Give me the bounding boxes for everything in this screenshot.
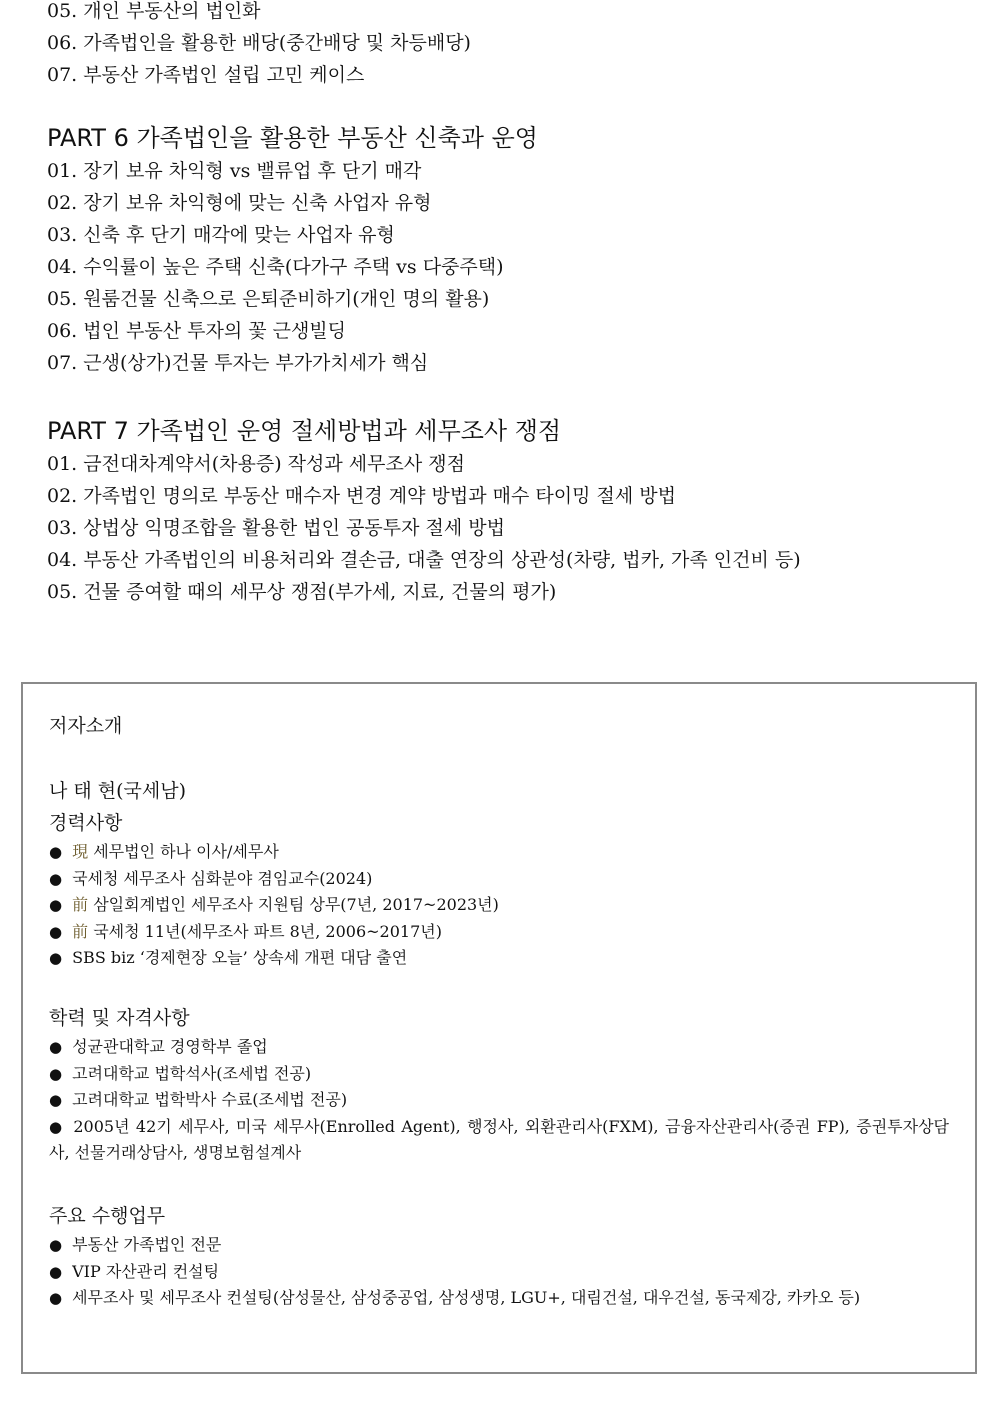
career-item: ● 前 삼일회계법인 세무조사 지원팀 상무(7년, 2017~2023년)	[49, 892, 949, 919]
work-item: ● 세무조사 및 세무조사 컨설팅(삼성물산, 삼성중공업, 삼성생명, LGU+, 대림건설, 대우건설, 동국제강, 카카오 등)	[49, 1285, 949, 1312]
toc-item: 04. 부동산 가족법인의 비용처리와 결손금, 대출 연장의 상관성(차량, 법카, 가족 인건비 등)	[47, 549, 801, 571]
work-title: 주요 수행업무	[49, 1205, 166, 1227]
part7-section	[47, 414, 801, 608]
education-item: ● 2005년 42기 세무사, 미국 세무사(Enrolled Agent), 행정사, 외환관리사(FXM), 금융자산관리사(증권 FP), 증권투자상담사, 선물거래상담사, 생명보험설계사	[49, 1114, 949, 1167]
author-heading: 저자소개	[49, 715, 123, 737]
career-mark: 現	[72, 842, 89, 861]
toc-item: 02. 가족법인 명의로 부동산 매수자 변경 계약 방법과 매수 타이밍 절세 방법	[47, 485, 676, 507]
toc-item: 05. 원룸건물 신축으로 은퇴준비하기(개인 명의 활용)	[47, 288, 490, 310]
career-item: ● 前 국세청 11년(세무조사 파트 8년, 2006~2017년)	[49, 919, 949, 946]
toc-item: 06. 법인 부동산 투자의 꽃 근생빌딩	[47, 320, 347, 342]
toc-item: 03. 신축 후 단기 매각에 맞는 사업자 유형	[47, 224, 395, 246]
career-item: ● 現 세무법인 하나 이사/세무사	[49, 839, 949, 866]
toc-item: 04. 수익률이 높은 주택 신축(다가구 주택 vs 다중주택)	[47, 256, 504, 278]
education-item: ● 고려대학교 법학석사(조세법 전공)	[49, 1061, 949, 1088]
author-box	[21, 682, 977, 1374]
education-item: ● 고려대학교 법학박사 수료(조세법 전공)	[49, 1087, 949, 1114]
education-title: 학력 및 자격사항	[49, 1007, 190, 1029]
toc-item: 01. 금전대차계약서(차용증) 작성과 세무조사 쟁점	[47, 453, 465, 475]
toc-item: 05. 개인 부동산의 법인화	[47, 0, 261, 22]
toc-item: 07. 근생(상가)건물 투자는 부가가치세가 핵심	[47, 352, 429, 374]
toc-item: 07. 부동산 가족법인 설립 고민 케이스	[47, 64, 365, 86]
toc-top	[47, 0, 471, 91]
toc-item: 02. 장기 보유 차익형에 맞는 신축 사업자 유형	[47, 192, 432, 214]
toc-item: 06. 가족법인을 활용한 배당(중간배당 및 차등배당)	[47, 32, 471, 54]
toc-item: 03. 상법상 익명조합을 활용한 법인 공동투자 절세 방법	[47, 517, 505, 539]
career-item: ● SBS biz ‘경제현장 오늘’ 상속세 개편 대담 출연	[49, 945, 949, 972]
toc-item: 05. 건물 증여할 때의 세무상 쟁점(부가세, 지료, 건물의 평가)	[47, 581, 557, 603]
toc-item: 01. 장기 보유 차익형 vs 밸류업 후 단기 매각	[47, 160, 422, 182]
work-item: ● VIP 자산관리 컨설팅	[49, 1259, 949, 1286]
part7-title: PART 7 가족법인 운영 절세방법과 세무조사 쟁점	[47, 417, 562, 445]
education-item: ● 성균관대학교 경영학부 졸업	[49, 1034, 949, 1061]
part6-section	[47, 121, 538, 379]
career-title: 경력사항	[49, 812, 123, 834]
work-item: ● 부동산 가족법인 전문	[49, 1232, 949, 1259]
author-name: 나 태 현(국세남)	[49, 780, 187, 802]
career-mark: 前	[72, 921, 89, 941]
career-item: ● 국세청 세무조사 심화분야 겸임교수(2024)	[49, 866, 949, 893]
part6-title: PART 6 가족법인을 활용한 부동산 신축과 운영	[47, 124, 538, 152]
career-mark: 前	[72, 895, 89, 914]
